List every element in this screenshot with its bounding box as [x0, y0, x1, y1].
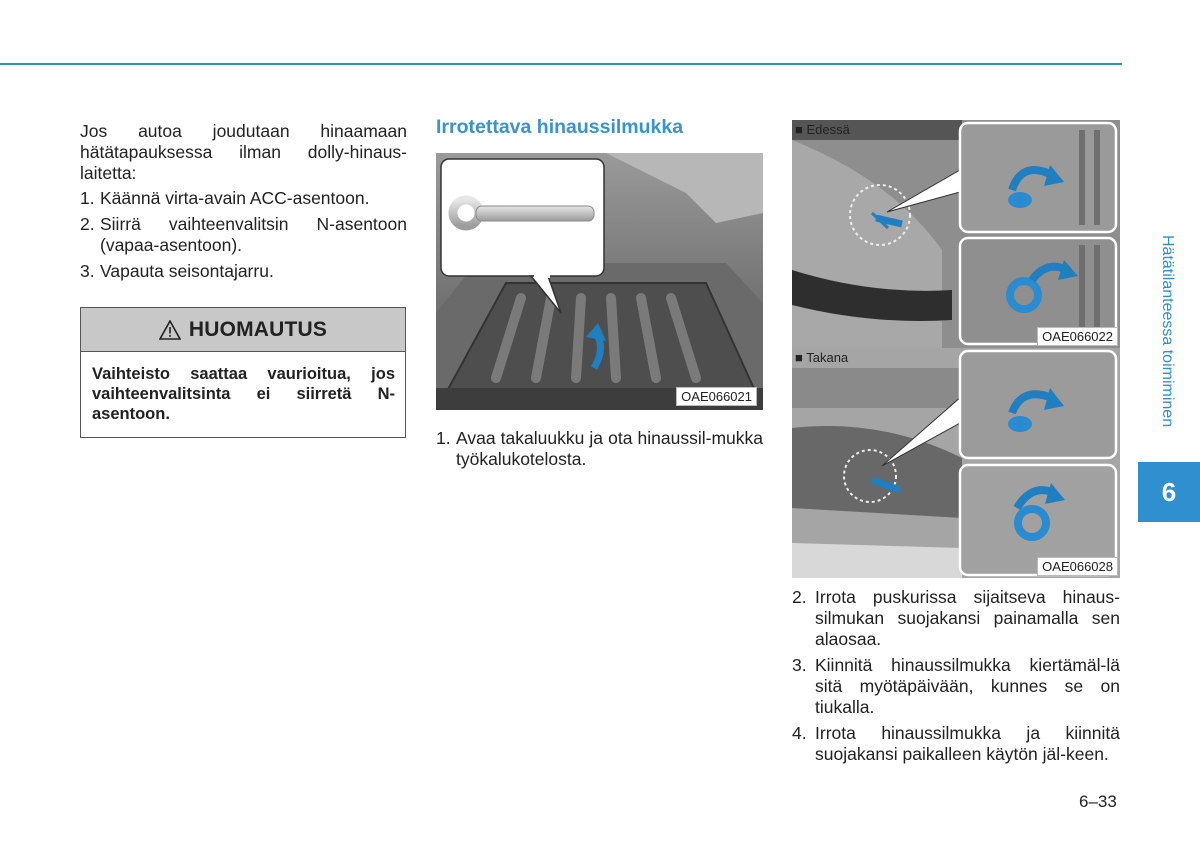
steps-left-list: [80, 188, 407, 287]
steps-mid-list: [436, 428, 763, 475]
header-rule: [0, 63, 1122, 65]
warning-triangle-icon: [159, 320, 181, 340]
figure-caption: ■ Edessä: [795, 122, 850, 137]
page-number: 6–33: [1079, 792, 1117, 811]
intro-paragraph: Jos autoa joudutaan hinaamaan hätätapauksessa ilman dolly-hinaus-laitetta:: [80, 121, 407, 183]
list-item: 4. Irrota hinaussilmukka ja kiinnitä suojakansi paikalleen käytön jäl-keen.: [792, 723, 1120, 764]
chapter-title: Hätätilanteessa toimiminen: [1159, 235, 1176, 428]
list-item: 1. Käännä virta-avain ACC-asentoon.: [80, 188, 370, 208]
section-title: Irrotettava hinaussilmukka: [436, 116, 684, 138]
figure-code: OAE066021: [676, 387, 757, 406]
list-item: 2. Irrota puskurissa sijaitseva hinaus-silmukan suojakansi painamalla sen alaosaa.: [792, 587, 1120, 649]
chapter-side-label: [1158, 235, 1178, 460]
list-item: 2. Siirrä vaihteenvalitsin N-asentoon (vapaa-asentoon).: [80, 214, 407, 255]
notice-header: [81, 308, 405, 352]
figure-code: OAE066022: [1037, 327, 1118, 346]
front-bumper-image: [792, 120, 1120, 348]
trunk-image: [436, 153, 763, 410]
figure-code: OAE066028: [1037, 557, 1118, 576]
figure-caption: ■ Takana: [795, 350, 849, 365]
rear-bumper-illustration: [792, 348, 1120, 578]
trunk-illustration: [436, 153, 763, 410]
front-bumper-illustration: [792, 120, 1120, 348]
list-item: 1. Avaa takaluukku ja ota hinaussil-mukka työkalukotelosta.: [436, 428, 763, 469]
notice-text: Vaihteisto saattaa vaurioitua, jos vaihteenvalitsinta ei siirretä N-asentoon.: [92, 365, 395, 423]
notice-box: [80, 307, 406, 438]
chapter-number-tab: 6: [1138, 462, 1200, 522]
list-item: 3. Vapauta seisontajarru.: [80, 261, 274, 281]
notice-title: HUOMAUTUS: [188, 317, 328, 341]
rear-bumper-image: [792, 348, 1120, 578]
steps-right-list: [792, 587, 1120, 770]
list-item: 3. Kiinnitä hinaussilmukka kiertämäl-lä sitä myötäpäivään, kunnes se on tiukalla.: [792, 655, 1120, 717]
